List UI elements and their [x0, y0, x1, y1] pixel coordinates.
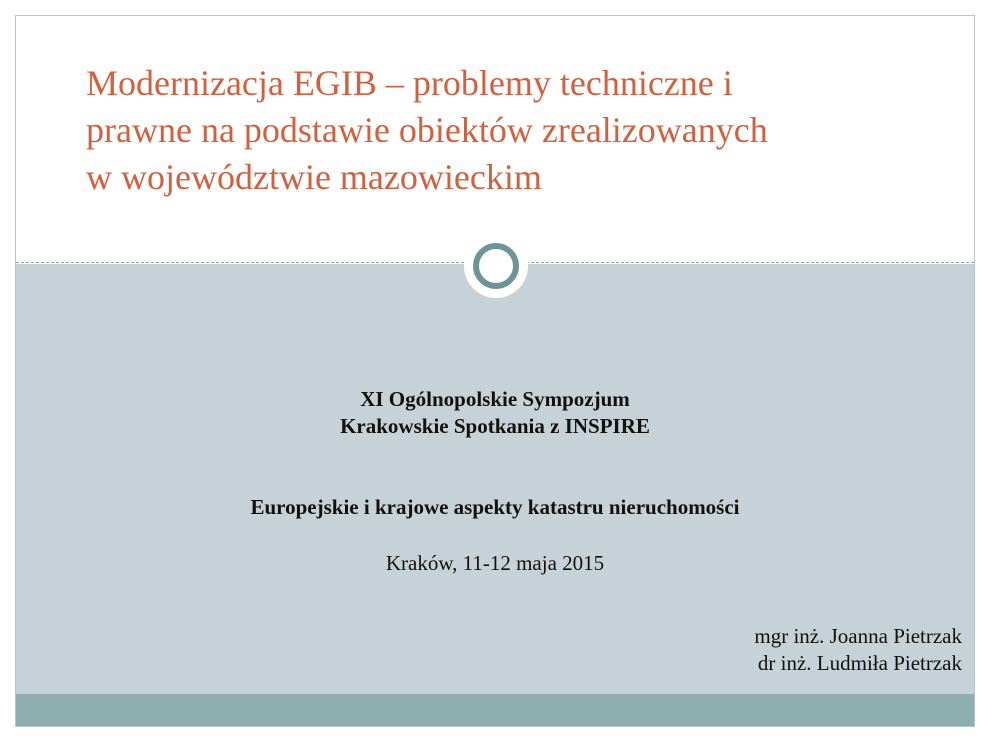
author-2: dr inż. Ludmiła Pietrzak	[757, 651, 962, 675]
title-area	[16, 16, 974, 264]
ring-circle-inner	[473, 243, 519, 289]
bottom-band	[16, 694, 974, 727]
event-theme: Europejskie i krajowe aspekty katastru nieruchomości	[250, 495, 740, 519]
slide-title-line-2: prawne na podstawie obiektów zrealizowanych	[86, 110, 768, 150]
slide-title	[86, 60, 946, 201]
event-name	[16, 386, 974, 440]
place-and-date: Kraków, 11-12 maja 2015	[385, 551, 605, 575]
slide-title-line-3: w województwie mazowieckim	[86, 157, 542, 197]
event-name-line-2: Krakowskie Spotkania z INSPIRE	[340, 414, 650, 438]
author-1: mgr inż. Joanna Pietrzak	[754, 624, 962, 648]
event-name-line-1: XI Ogólnopolskie Sympozjum	[360, 387, 630, 411]
ring-circle-icon	[464, 234, 528, 298]
slide-title-line-1: Modernizacja EGIB – problemy techniczne i	[86, 63, 733, 103]
authors	[754, 623, 962, 677]
presentation-slide	[15, 15, 975, 727]
